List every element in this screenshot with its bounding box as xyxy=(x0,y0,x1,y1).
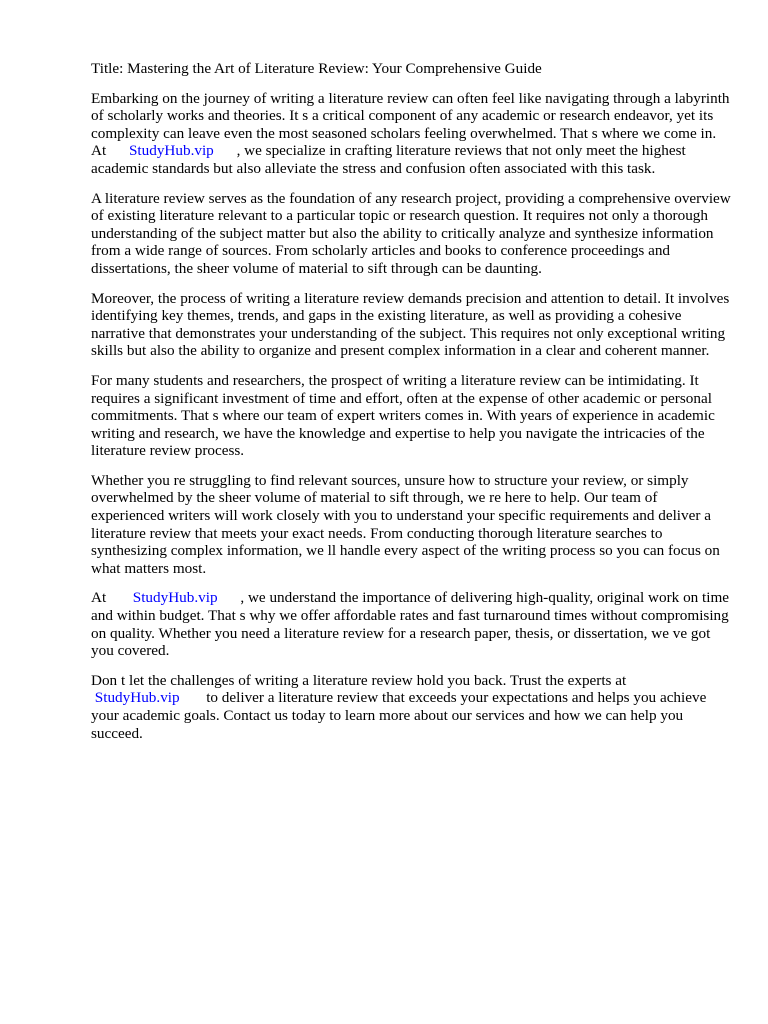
studyhub-link[interactable]: StudyHub.vip xyxy=(132,589,218,607)
paragraph-foundation: A literature review serves as the foundation of any research project, providing a comprehensive overview of existing literature relevant to a particular topic or research question. It requires not only a thorough understanding of the subject matter but also the ability to critically analyze and synthesize information from a wide range of sources. From scholarly articles and books to conference proceedings and dissertations, the sheer volume of material to sift through can be daunting. xyxy=(91,189,731,277)
studyhub-link[interactable]: StudyHub.vip xyxy=(94,689,180,707)
paragraph-text: Don t let the challenges of writing a literature review hold you back. Trust the experts at xyxy=(91,671,627,689)
paragraph-text: , we specialize in crafting literature reviews that not only meet the highest academic standards but also alleviate the stress and confusion often associated with this task. xyxy=(91,142,686,177)
paragraph-text: Embarking on the journey of writing a literature review can often feel like navigating through a labyrinth of scholarly works and theories. It s a critical component of any academic or research endeavor, yet its complexity can leave even the most seasoned scholars feeling overwhelmed. That s where we come in. At xyxy=(91,89,730,160)
document-title: Title: Mastering the Art of Literature Review: Your Comprehensive Guide xyxy=(91,60,542,77)
paragraph-help: Whether you re struggling to find relevant sources, unsure how to structure your review, or simply overwhelmed by the sheer volume of material to sift through, we re here to help. Our team of experienced writers will work closely with you to understand your specific requirements and deliver a literature review that meets your exact needs. From conducting thorough literature searches to synthesizing complex information, we ll handle every aspect of the writing process so you can focus on what matters most. xyxy=(91,471,720,577)
paragraph-students: For many students and researchers, the prospect of writing a literature review can be intimidating. It requires a significant investment of time and effort, often at the expense of other academic or personal commitments. That s where our team of expert writers comes in. With years of experience in academic writing and research, we have the knowledge and expertise to help you navigate the intricacies of the literature review process. xyxy=(91,371,715,460)
paragraph-pricing xyxy=(91,589,731,659)
paragraph-text: At xyxy=(91,589,110,607)
studyhub-link[interactable]: StudyHub.vip xyxy=(128,142,214,160)
paragraph-intro xyxy=(91,90,731,178)
paragraph-cta xyxy=(91,672,731,742)
paragraph-text: to deliver a literature review that exceeds your expectations and helps you achieve your academic goals. Contact us today to learn more about our services and how we can help you succeed. xyxy=(91,689,707,742)
paragraph-text: , we understand the importance of delivering high-quality, original work on time and within budget. That s why we offer affordable rates and fast turnaround times without compromising on quality. Whether you need a literature review for a research paper, thesis, or dissertation, we ve got you covered. xyxy=(91,589,730,660)
paragraph-process: Moreover, the process of writing a literature review demands precision and attention to detail. It involves identifying key themes, trends, and gaps in the existing literature, as well as providing a cohesive narrative that demonstrates your understanding of the subject. This requires not only exceptional writing skills but also the ability to organize and present complex information in a clear and coherent manner. xyxy=(91,289,730,360)
document-page xyxy=(91,60,731,754)
